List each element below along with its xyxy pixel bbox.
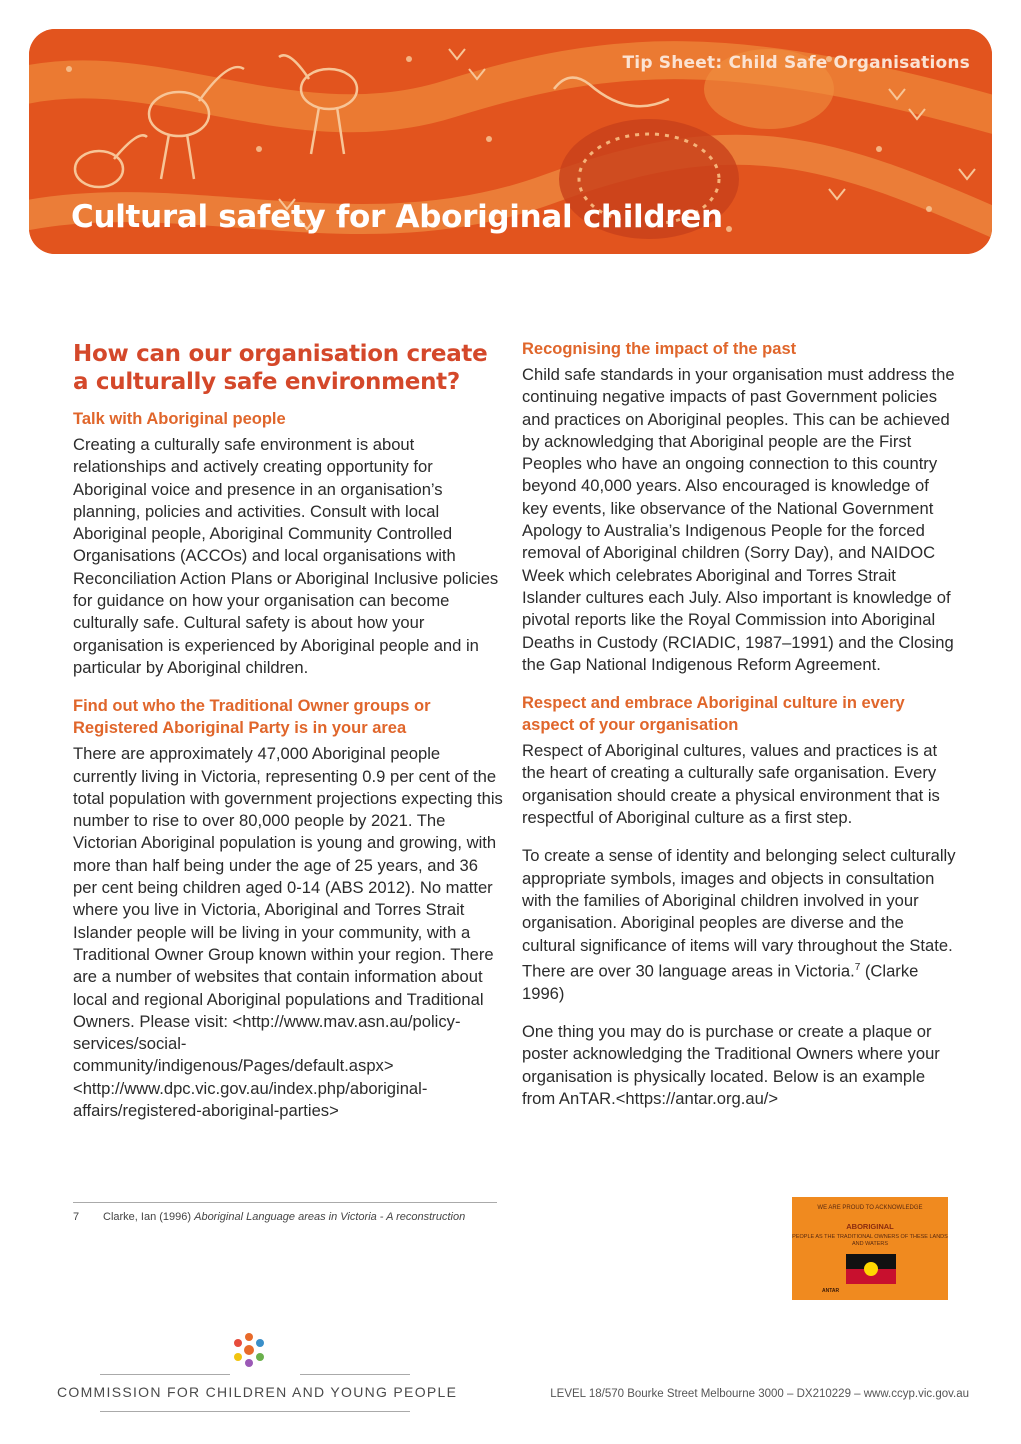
footnote-ref: 7	[854, 961, 861, 973]
page-title: Cultural safety for Aboriginal children	[71, 199, 723, 235]
organisation-name: COMMISSION FOR CHILDREN AND YOUNG PEOPLE	[57, 1384, 458, 1400]
footnote	[73, 1211, 465, 1223]
acknowledgement-plaque-image	[792, 1197, 948, 1300]
plaque-logo: ANTAR	[822, 1288, 840, 1294]
footnote-divider	[73, 1202, 497, 1203]
plaque-line1: WE ARE PROUD TO ACKNOWLEDGE	[817, 1205, 923, 1211]
paragraph-respect: Respect of Aboriginal cultures, values and practices is at the heart of creating a culturally safe organisation. Every organisation should create a physical environment that is respectful of Aboriginal culture as a first step.	[522, 741, 940, 828]
paragraph-talk: Creating a culturally safe environment is about relationships and actively creating opportunity for Aboriginal voice and presence in an organisation’s planning, policies and activities. Consult with local Aboriginal people, Aboriginal Community Controlled Organisations (ACCOs) and local organisations with Reconciliation Action Plans or Aboriginal Inclusive policies for guidance on how your organisation can become culturally safe. Cultural safety is about how your organisation is experienced by Aboriginal people and in particular by Aboriginal children.	[73, 435, 499, 677]
paragraph-plaque: One thing you may do is purchase or create a plaque or poster acknowledging the Traditional Owners where your organisation is physically located. Below is an example from AnTAR.<https://antar.org.au/>	[522, 1021, 940, 1108]
paragraph-impact: Child safe standards in your organisation must address the continuing negative impacts of past Government policies and practices on Aboriginal peoples. This can be achieved by acknowledging that Aboriginal people are the First Peoples who have an ongoing connection to this country beyond 40,000 years. Also encouraged is knowledge of key events, like observance of the National Government Apology to Australia’s Indigenous People for the forced removal of Aboriginal children (Sorry Day), and NAIDOC Week which celebrates Aboriginal and Torres Strait Islander cultures each July. Also important is knowledge of pivotal reports like the Royal Commission into Aboriginal Deaths in Custody (RCIADIC, 1987–1991) and the Closing the Gap National Indigenous Reform Agreement.	[522, 365, 955, 674]
logo-divider-left	[100, 1374, 230, 1375]
tip-sheet-label: Tip Sheet: Child Safe Organisations	[622, 53, 970, 73]
footer-address: LEVEL 18/570 Bourke Street Melbourne 3000 – DX210229 – www.ccyp.vic.gov.au	[550, 1388, 969, 1400]
right-column	[522, 338, 957, 1126]
logo-divider-right	[300, 1374, 410, 1375]
plaque-line2: ABORIGINAL	[846, 1222, 894, 1231]
aboriginal-flag-icon	[846, 1254, 896, 1284]
footnote-work: Aboriginal Language areas in Victoria - A reconstruction	[194, 1211, 466, 1223]
paragraph-identity-text: To create a sense of identity and belonging select culturally appropriate symbols, images and objects in consultation with the families of Aboriginal children involved in your organisation. Aboriginal peoples are diverse and the cultural significance of items will vary throughout the State. There are over 30 language areas in Victoria.	[522, 846, 956, 981]
plaque-line3: PEOPLE AS THE TRADITIONAL OWNERS OF THESE LANDS AND WATERS	[792, 1234, 948, 1247]
ccyp-logo-icon	[229, 1330, 269, 1370]
paragraph-traditional-owner: There are approximately 47,000 Aboriginal people currently living in Victoria, representing 0.9 per cent of the total population with government projections expecting this number to rise to over 80,000 people by 2021. The Victorian Aboriginal population is young and growing, with more than half being under the age of 25 years, and 36 per cent being children aged 0-14 (ABS 2012). No matter where you live in Victoria, Aboriginal and Torres Strait Islander people will be living in your community, with a Traditional Owner Group known within your region. There are a number of websites that contain information about local and regional Aboriginal populations and Traditional Owners. Please visit: <http://www.mav.asn.au/policy-services/social-community/indigenous/Pages/default.aspx> <http://www.dpc.vic.gov.au/index.php/aboriginal-affairs/registered-aboriginal-parties>	[73, 744, 503, 1121]
subheading-respect: Respect and embrace Aboriginal culture in every aspect of your organisation	[522, 694, 905, 735]
left-column	[73, 338, 503, 1138]
subheading-talk: Talk with Aboriginal people	[73, 410, 286, 428]
footnote-author: Clarke, Ian (1996)	[103, 1211, 195, 1223]
org-underline	[100, 1411, 410, 1412]
paragraph-identity	[522, 845, 957, 1005]
header-banner	[29, 29, 992, 254]
section-heading: How can our organisation create a culturally safe environment?	[73, 341, 488, 395]
subheading-impact: Recognising the impact of the past	[522, 340, 797, 358]
subheading-traditional-owner: Find out who the Traditional Owner groups or Registered Aboriginal Party is in your area	[73, 697, 431, 738]
footnote-number: 7	[73, 1211, 80, 1223]
paragraph-identity-citation: (Clarke 1996)	[522, 961, 919, 1003]
